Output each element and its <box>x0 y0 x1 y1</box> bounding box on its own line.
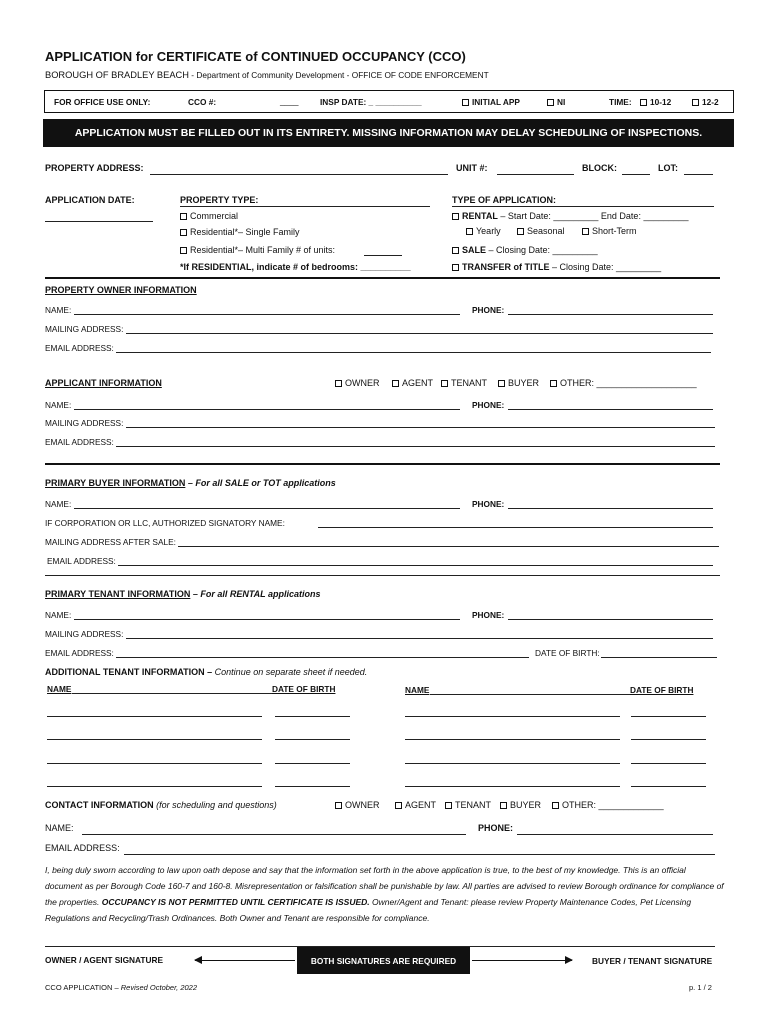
cco-number-field[interactable]: ____ <box>280 96 299 106</box>
transfer-checkbox[interactable]: TRANSFER of TITLE – Closing Date: _________ <box>452 262 661 272</box>
checkbox-icon <box>441 380 448 387</box>
header-underline <box>430 694 630 695</box>
section-divider <box>45 575 720 576</box>
owner-name-label: NAME: <box>45 305 72 315</box>
checkbox-icon <box>550 380 557 387</box>
contact-owner-checkbox[interactable]: OWNER <box>335 800 380 810</box>
tenant-mailing-label: MAILING ADDRESS: <box>45 629 124 639</box>
contact-agent-checkbox[interactable]: AGENT <box>395 800 436 810</box>
additional-tenant-dob-field[interactable] <box>631 739 706 740</box>
commercial-checkbox[interactable]: Commercial <box>180 211 238 221</box>
applicant-email-label: EMAIL ADDRESS: <box>45 437 114 447</box>
checkbox-icon <box>692 99 699 106</box>
applicant-name-field[interactable] <box>74 409 460 410</box>
application-date-field[interactable] <box>45 221 153 222</box>
time-label: TIME: <box>609 97 632 107</box>
contact-section-heading: CONTACT INFORMATION (for scheduling and questions) <box>45 800 277 810</box>
contact-email-label: EMAIL ADDRESS: <box>45 843 120 853</box>
ni-checkbox[interactable]: NI <box>547 97 565 107</box>
applicant-tenant-checkbox[interactable]: TENANT <box>441 378 487 388</box>
owner-phone-field[interactable] <box>508 314 713 315</box>
buyer-phone-field[interactable] <box>508 508 713 509</box>
applicant-buyer-checkbox[interactable]: BUYER <box>498 378 539 388</box>
header-underline <box>72 693 272 694</box>
contact-name-field[interactable] <box>82 834 466 835</box>
buyer-mailing-label: MAILING ADDRESS AFTER SALE: <box>45 537 176 547</box>
checkbox-icon <box>452 264 459 271</box>
insp-date-field[interactable]: INSP DATE: _ __________ <box>320 97 422 107</box>
additional-tenant-name-field[interactable] <box>47 739 262 740</box>
section-divider <box>45 277 720 279</box>
tenant-email-field[interactable] <box>116 657 529 658</box>
checkbox-icon <box>180 247 187 254</box>
applicant-phone-label: PHONE: <box>472 400 505 410</box>
checkbox-icon <box>445 802 452 809</box>
additional-tenant-heading: ADDITIONAL TENANT INFORMATION – Continue on separate sheet if needed. <box>45 667 368 677</box>
checkbox-icon <box>462 99 469 106</box>
lot-field[interactable] <box>684 174 713 175</box>
form-subtitle: BOROUGH OF BRADLEY BEACH - Department of Community Development - OFFICE OF CODE ENFORCEMENT <box>45 70 489 80</box>
additional-dob-header-right: DATE OF BIRTH <box>630 685 694 695</box>
additional-name-header-right: NAME <box>405 685 430 695</box>
buyer-name-label: NAME: <box>45 499 72 509</box>
applicant-mailing-field[interactable] <box>126 427 715 428</box>
bedrooms-note: *If RESIDENTIAL, indicate # of bedrooms: __________ <box>180 262 411 272</box>
buyer-phone-label: PHONE: <box>472 499 505 509</box>
tenant-dob-field[interactable] <box>601 657 717 658</box>
buyer-email-label: EMAIL ADDRESS: <box>47 556 116 566</box>
block-label: BLOCK: <box>582 163 617 173</box>
applicant-section-heading: APPLICANT INFORMATION <box>45 378 162 388</box>
applicant-other-checkbox[interactable]: OTHER: ____________________ <box>550 378 697 388</box>
checkbox-icon <box>395 802 402 809</box>
cco-number-label: CCO #: <box>188 97 217 107</box>
arrow-left-icon <box>195 960 295 961</box>
additional-tenant-name-field[interactable] <box>405 763 620 764</box>
additional-tenant-dob-field[interactable] <box>631 716 706 717</box>
footer-revision: CCO APPLICATION – Revised October, 2022 <box>45 983 198 992</box>
additional-tenant-dob-field[interactable] <box>275 763 350 764</box>
owner-mailing-label: MAILING ADDRESS: <box>45 324 124 334</box>
tenant-mailing-field[interactable] <box>126 638 713 639</box>
additional-tenant-dob-field[interactable] <box>275 739 350 740</box>
applicant-phone-field[interactable] <box>508 409 713 410</box>
yearly-checkbox[interactable]: Yearly <box>466 226 501 236</box>
seasonal-checkbox[interactable]: Seasonal <box>517 226 565 236</box>
units-field[interactable] <box>364 255 402 256</box>
checkbox-icon <box>180 229 187 236</box>
additional-tenant-dob-field[interactable] <box>275 786 350 787</box>
property-type-label: PROPERTY TYPE: <box>180 195 259 205</box>
buyer-mailing-field[interactable] <box>178 546 719 547</box>
checkbox-icon <box>335 380 342 387</box>
owner-email-label: EMAIL ADDRESS: <box>45 343 114 353</box>
buyer-email-field[interactable] <box>118 565 713 566</box>
checkbox-icon <box>500 802 507 809</box>
tenant-section-heading: PRIMARY TENANT INFORMATION – For all RENTAL applications <box>45 589 321 599</box>
property-address-field[interactable] <box>150 174 448 175</box>
section-divider <box>45 463 720 465</box>
checkbox-icon <box>452 213 459 220</box>
contact-other-checkbox[interactable]: OTHER: _____________ <box>552 800 664 810</box>
owner-mailing-field[interactable] <box>126 333 713 334</box>
application-type-label: TYPE OF APPLICATION: <box>452 195 557 205</box>
unit-field[interactable] <box>497 174 574 175</box>
owner-name-field[interactable] <box>74 314 460 315</box>
both-signatures-required-badge: BOTH SIGNATURES ARE REQUIRED <box>297 947 470 974</box>
block-field[interactable] <box>622 174 650 175</box>
sale-checkbox[interactable]: SALE – Closing Date: _________ <box>452 245 598 255</box>
tenant-email-label: EMAIL ADDRESS: <box>45 648 114 658</box>
contact-phone-label: PHONE: <box>478 823 514 833</box>
buyer-corp-label: IF CORPORATION OR LLC, AUTHORIZED SIGNATORY NAME: <box>45 518 285 528</box>
applicant-owner-checkbox[interactable]: OWNER <box>335 378 380 388</box>
time-10-12-checkbox[interactable]: 10-12 <box>640 97 671 107</box>
office-use-label: FOR OFFICE USE ONLY: <box>54 97 151 107</box>
page-number: p. 1 / 2 <box>689 983 712 992</box>
additional-tenant-dob-field[interactable] <box>275 716 350 717</box>
tenant-phone-label: PHONE: <box>472 610 505 620</box>
additional-tenant-name-field[interactable] <box>47 786 262 787</box>
additional-dob-header-left: DATE OF BIRTH <box>272 684 336 694</box>
owner-section-heading: PROPERTY OWNER INFORMATION <box>45 285 197 295</box>
checkbox-icon <box>547 99 554 106</box>
warning-banner: APPLICATION MUST BE FILLED OUT IN ITS ENTIRETY. MISSING INFORMATION MAY DELAY SCHEDULING OF INSPECTIONS. <box>43 119 734 147</box>
property-address-label: PROPERTY ADDRESS: <box>45 163 144 173</box>
additional-tenant-name-field[interactable] <box>405 739 620 740</box>
time-12-2-checkbox[interactable]: 12-2 <box>692 97 719 107</box>
checkbox-icon <box>552 802 559 809</box>
unit-label: UNIT #: <box>456 163 488 173</box>
applicant-name-label: NAME: <box>45 400 72 410</box>
short-term-checkbox[interactable]: Short-Term <box>582 226 637 236</box>
additional-tenant-name-field[interactable] <box>405 716 620 717</box>
contact-phone-field[interactable] <box>517 834 713 835</box>
buyer-tenant-signature-label: BUYER / TENANT SIGNATURE <box>592 956 713 966</box>
checkbox-icon <box>180 213 187 220</box>
additional-tenant-dob-field[interactable] <box>631 763 706 764</box>
owner-agent-signature-label: OWNER / AGENT SIGNATURE <box>45 955 163 965</box>
form-title: APPLICATION for CERTIFICATE of CONTINUED OCCUPANCY (CCO) <box>45 49 466 64</box>
residential-single-checkbox[interactable]: Residential*– Single Family <box>180 227 300 237</box>
residential-multi-checkbox[interactable]: Residential*– Multi Family # of units: <box>180 245 335 255</box>
checkbox-icon <box>335 802 342 809</box>
checkbox-icon <box>498 380 505 387</box>
property-type-rule <box>180 206 430 207</box>
additional-tenant-name-field[interactable] <box>405 786 620 787</box>
applicant-mailing-label: MAILING ADDRESS: <box>45 418 124 428</box>
tenant-name-label: NAME: <box>45 610 72 620</box>
initial-app-checkbox[interactable]: INITIAL APP <box>462 97 520 107</box>
declaration-text: I, being duly sworn according to law upon oath depose and say that the information set forth in the above application is true, to the best of my knowledge. This is an official document as per Borough Code 160-7 and 160-8. Misrepresentation or falsification shall be punishable by law. All parties are advised to review Borough ordinance for compliance of the properties. OCCUPANCY IS NOT PERMITTED UNTIL CERTIFICATE IS ISSUED. Owner/Agent and Tenant: please review Property Maintenance Codes, Pet Licensing Regulations and Recycling/Trash Ordinances. Both Owner and Tenant are responsible for compliance. <box>45 865 724 923</box>
tenant-name-field[interactable] <box>74 619 460 620</box>
rental-checkbox[interactable]: RENTAL – Start Date: _________ End Date: _________ <box>452 211 689 221</box>
contact-email-field[interactable] <box>124 854 715 855</box>
owner-phone-label: PHONE: <box>472 305 505 315</box>
application-date-label: APPLICATION DATE: <box>45 195 135 205</box>
buyer-section-heading: PRIMARY BUYER INFORMATION – For all SALE or TOT applications <box>45 478 336 488</box>
tenant-dob-label: DATE OF BIRTH: <box>535 648 600 658</box>
additional-name-header-left: NAME <box>47 684 72 694</box>
checkbox-icon <box>452 247 459 254</box>
checkbox-icon <box>392 380 399 387</box>
contact-tenant-checkbox[interactable]: TENANT <box>445 800 491 810</box>
tenant-phone-field[interactable] <box>508 619 713 620</box>
contact-buyer-checkbox[interactable]: BUYER <box>500 800 541 810</box>
additional-tenant-name-field[interactable] <box>47 716 262 717</box>
checkbox-icon <box>582 228 589 235</box>
applicant-agent-checkbox[interactable]: AGENT <box>392 378 433 388</box>
lot-label: LOT: <box>658 163 678 173</box>
application-type-rule <box>452 206 714 207</box>
checkbox-icon <box>517 228 524 235</box>
applicant-email-field[interactable] <box>116 446 715 447</box>
additional-tenant-dob-field[interactable] <box>631 786 706 787</box>
checkbox-icon <box>466 228 473 235</box>
owner-email-field[interactable] <box>116 352 711 353</box>
additional-tenant-name-field[interactable] <box>47 763 262 764</box>
buyer-corp-field[interactable] <box>318 527 713 528</box>
checkbox-icon <box>640 99 647 106</box>
buyer-name-field[interactable] <box>74 508 460 509</box>
arrow-right-icon <box>472 960 572 961</box>
contact-name-label: NAME: <box>45 823 74 833</box>
